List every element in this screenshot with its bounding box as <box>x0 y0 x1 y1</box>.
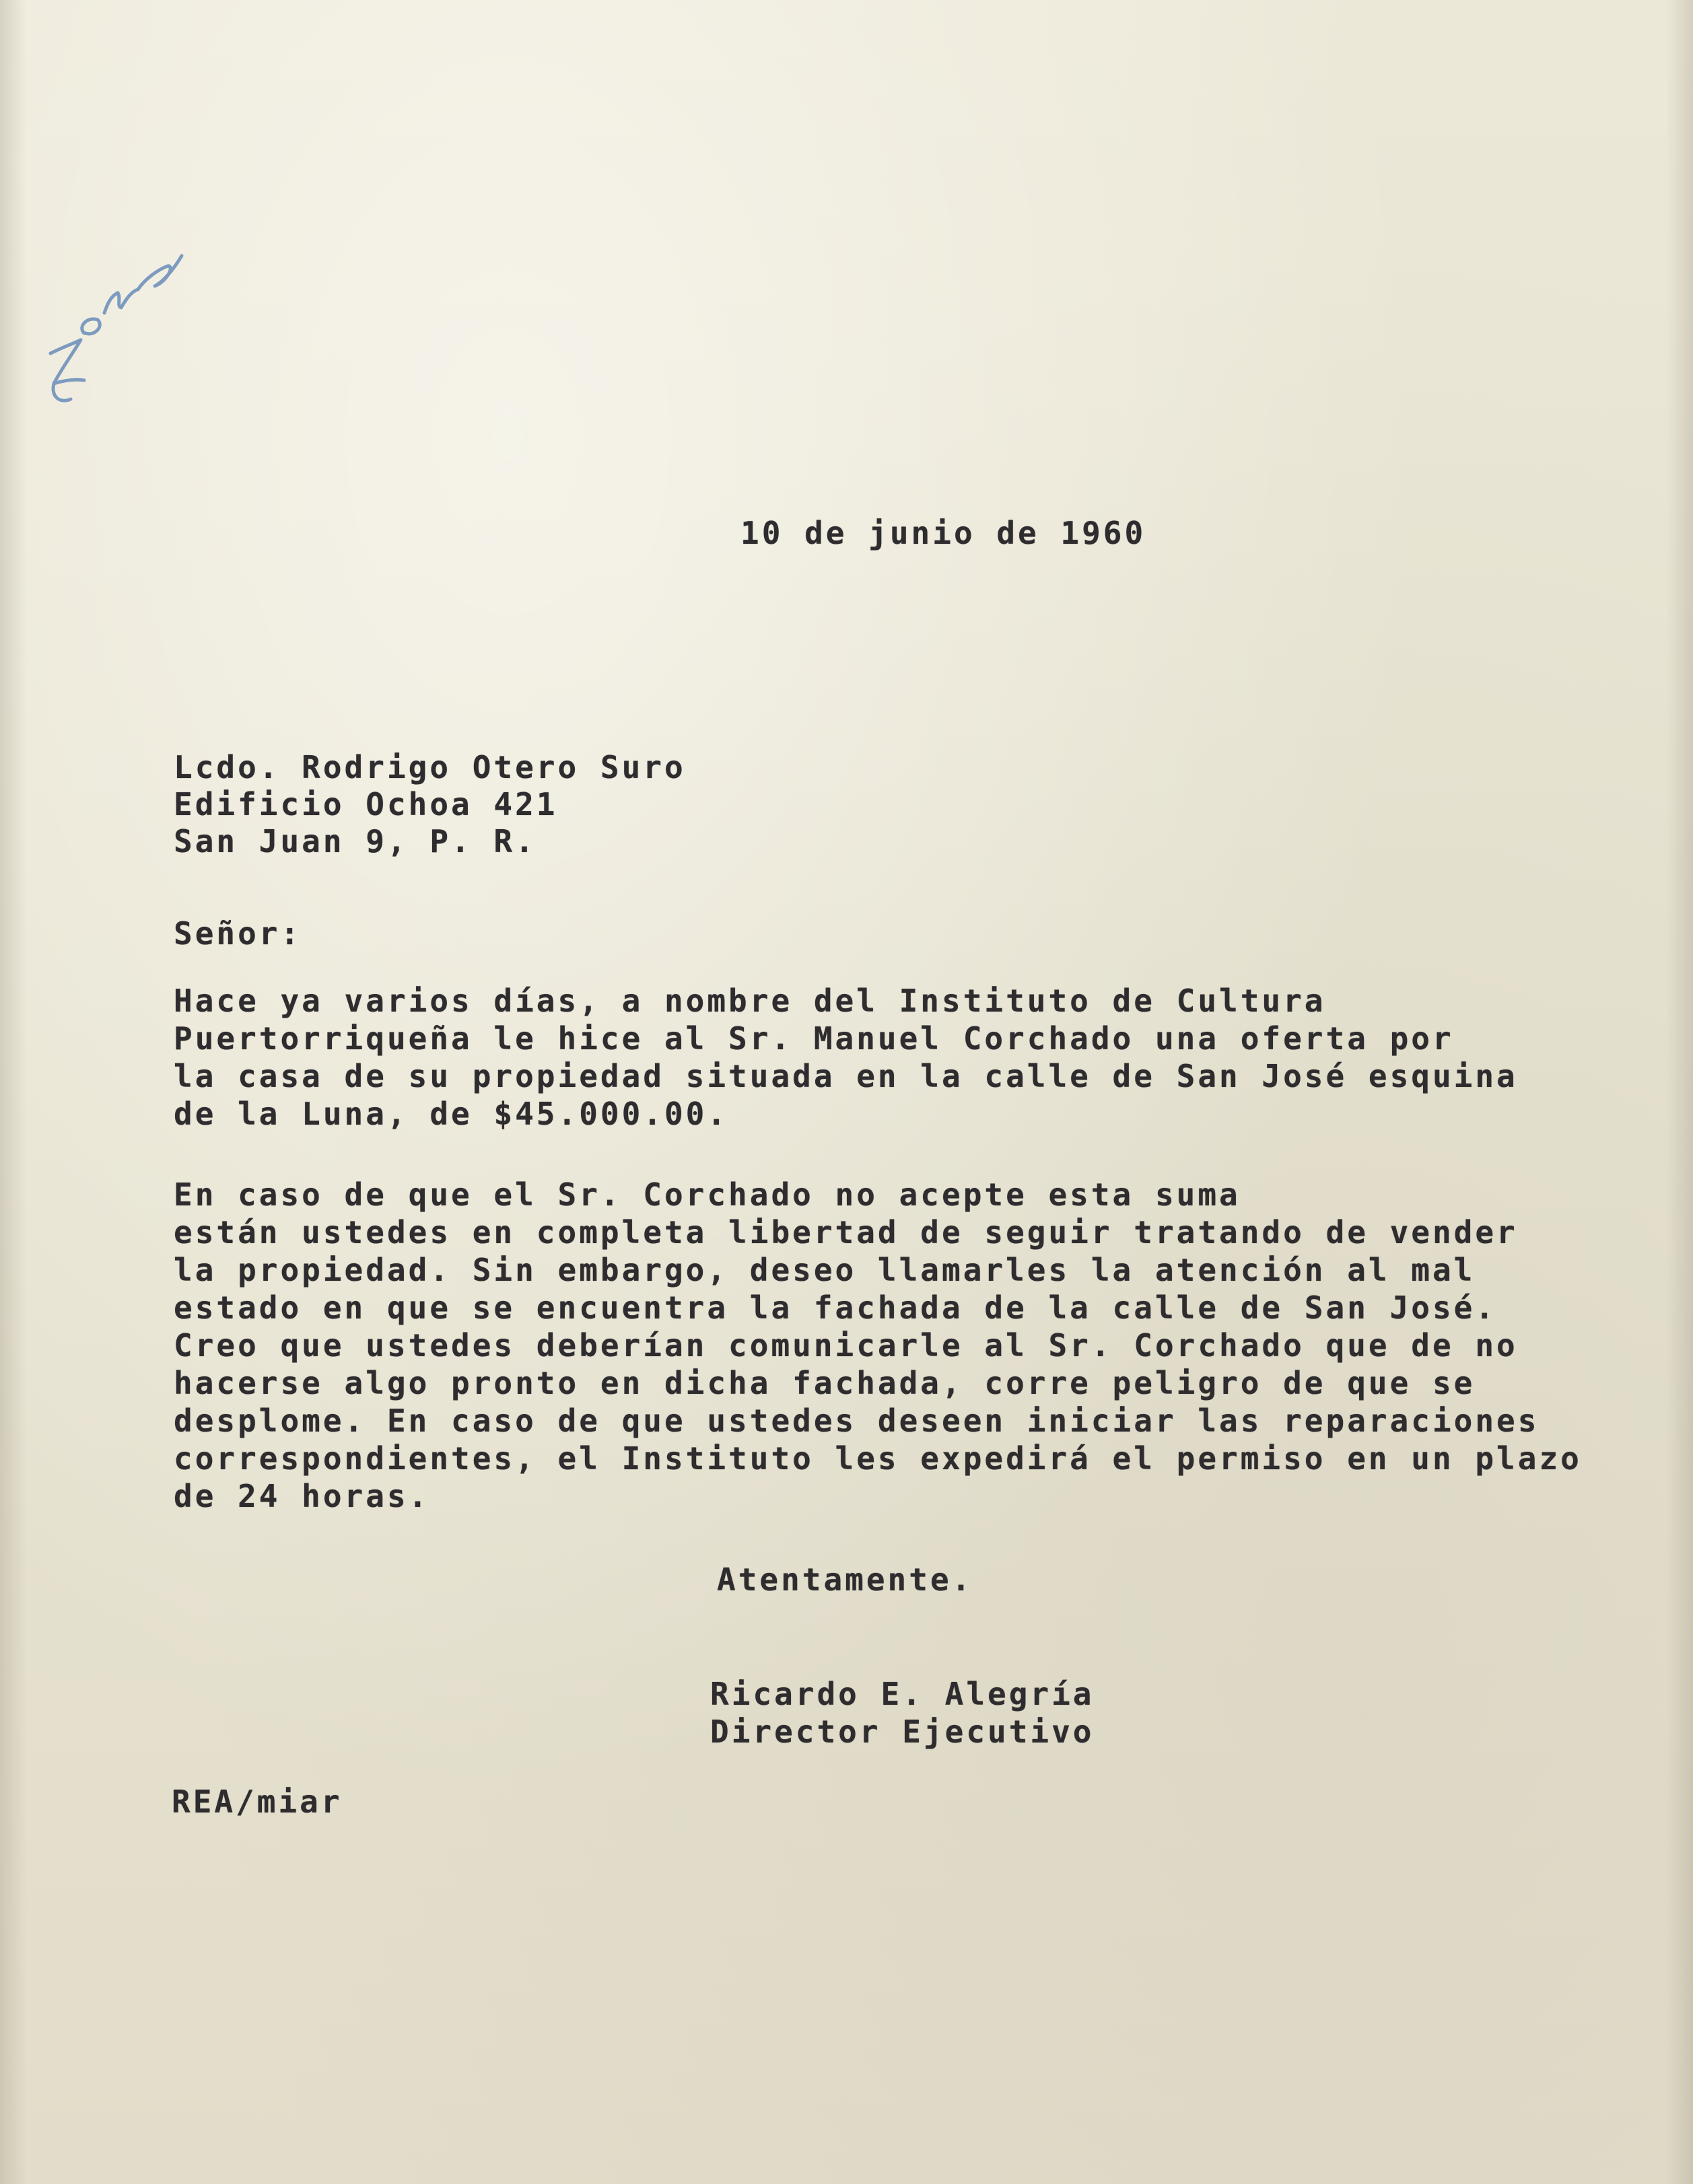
recipient-line: San Juan 9, P. R. <box>174 823 537 859</box>
closing: Atentamente. <box>717 1561 973 1598</box>
paragraph-1-line: de la Luna, de $45.000.00. <box>174 1096 729 1132</box>
paper-edge-shadow-left <box>0 0 27 2184</box>
handwritten-annotation <box>37 219 192 407</box>
signatory-title: Director Ejecutivo <box>710 1714 1095 1750</box>
paragraph-2-line: están ustedes en completa libertad de seguir tratando de vender <box>174 1214 1518 1250</box>
paragraph-2-line: En caso de que el Sr. Corchado no acepte esta suma <box>174 1176 1241 1213</box>
paper-edge-shadow-right <box>1666 0 1693 2184</box>
recipient-line: Edificio Ochoa 421 <box>174 786 558 822</box>
paragraph-2-line: Creo que ustedes deberían comunicarle al Sr. Corchado que de no <box>174 1327 1518 1364</box>
paragraph-2-line: de 24 horas. <box>174 1478 430 1514</box>
paragraph-1-line: Hace ya varios días, a nombre del Instituto de Cultura <box>174 983 1326 1019</box>
paragraph-2-line: hacerse algo pronto en dicha fachada, corre peligro de que se <box>174 1365 1476 1401</box>
paragraph-2-line: correspondientes, el Instituto les expedirá el permiso en un plazo <box>174 1440 1582 1477</box>
letter-date: 10 de junio de 1960 <box>740 515 1146 551</box>
recipient-line: Lcdo. Rodrigo Otero Suro <box>174 749 686 785</box>
paragraph-1-line: Puertorriqueña le hice al Sr. Manuel Corchado una oferta por <box>174 1020 1454 1057</box>
salutation: Señor: <box>174 915 302 952</box>
paragraph-2-line: estado en que se encuentra la fachada de la calle de San José. <box>174 1290 1497 1326</box>
paragraph-1-line: la casa de su propiedad situada en la calle de San José esquina <box>174 1058 1518 1094</box>
signatory-name: Ricardo E. Alegría <box>710 1676 1095 1712</box>
reference-initials: REA/miar <box>172 1784 343 1820</box>
paragraph-2-line: desplome. En caso de que ustedes deseen iniciar las reparaciones <box>174 1403 1540 1439</box>
paragraph-2-line: la propiedad. Sin embargo, deseo llamarles la atención al mal <box>174 1252 1476 1288</box>
